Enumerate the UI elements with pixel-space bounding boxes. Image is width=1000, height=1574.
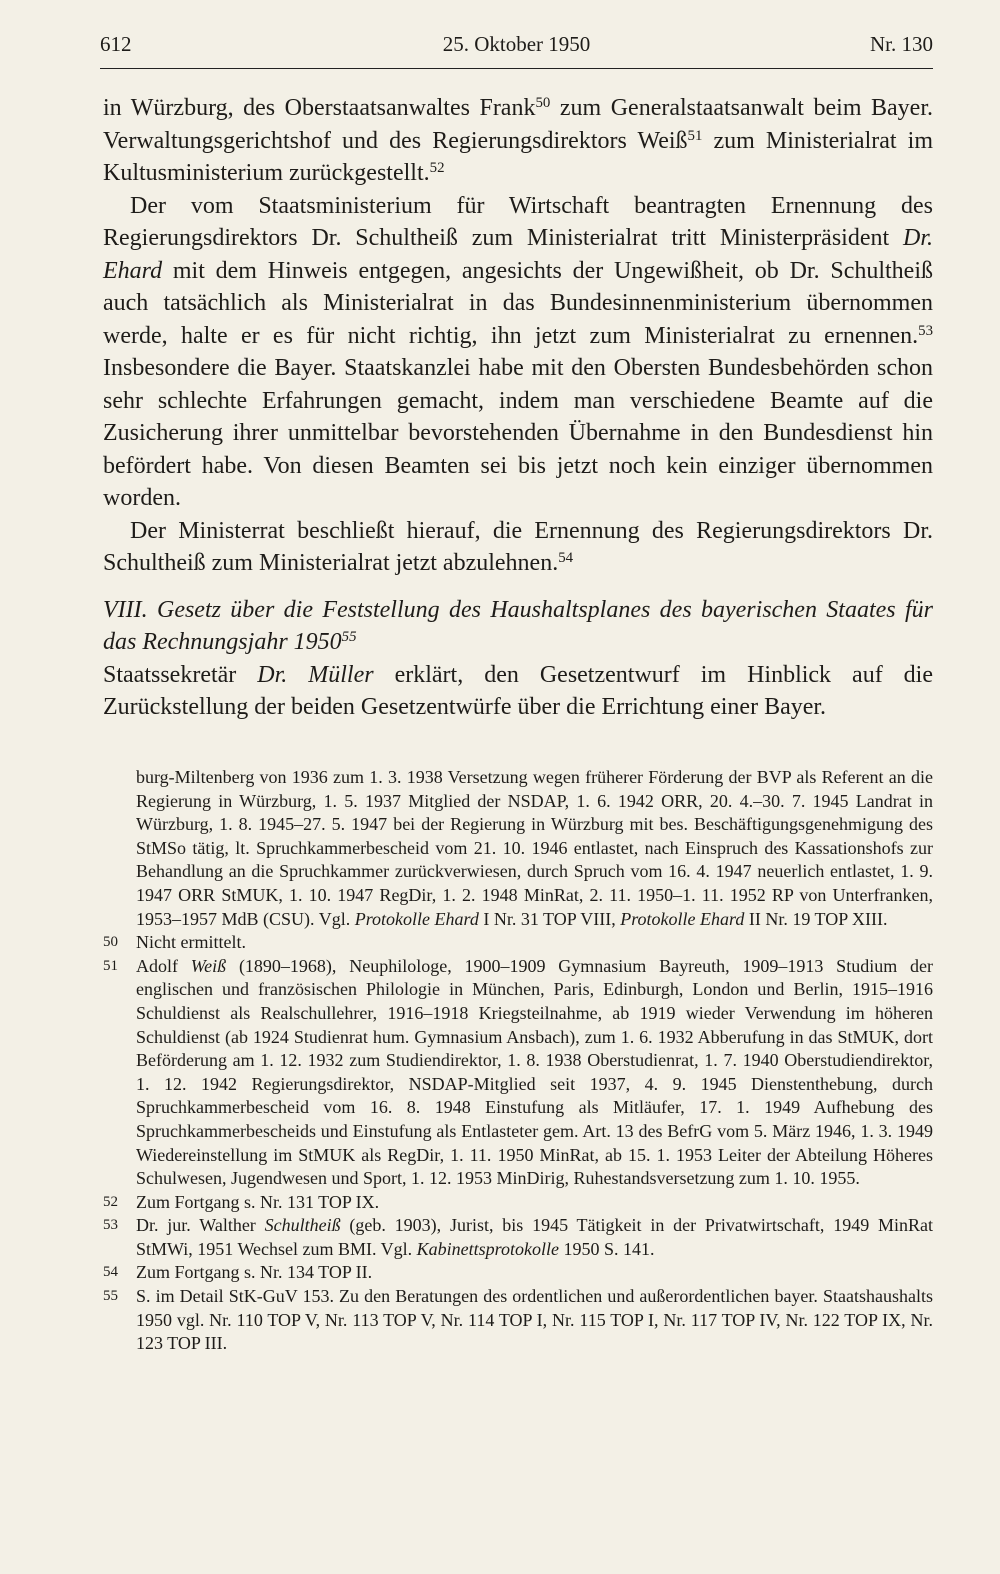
footnote-ref: 53 [918,322,933,339]
footnote-number: 55 [103,1288,118,1305]
footnote-ref: 52 [429,159,445,176]
header-rule [100,68,933,69]
paragraph: Der Ministerrat beschließt hierauf, die Ernennung des Regierungsdirektors Dr. Schultheiß zum Ministerialrat jetzt abzulehnen.$^{54}$ [103,517,933,576]
footnote-continuation: burg-Miltenberg von 1936 zum 1. 3. 1938 Versetzung wegen früherer Förderung der BVP als Referent an die Regierung in Würzburg, 1. 5. 1937 Mitglied der NSDAP, 1. 6. 1942 ORR, 20. 4.–30. 7. 1945 Landrat in Würzburg, 1. 8. 1945–27. 5. 1947 bei der Regierung in Würzburg mit bes. Beschäftigungsgenehmigung des StMSo tätig, lt. Spruchkammerbescheid vom 21. 10. 1946 entlastet, nach Einspruch des Kassationshofs zur Behandlung an die Spruchkammer zurückverwiesen, durch Spruch vom 16. 4. 1947 neuerlich entlastet, 1. 9. 1947 ORR StMUK, 1. 10. 1947 RegDir, 1. 2. 1948 MinRat, 2. 11. 1950–1. 11. 1952 RP von Unterfranken, 1953–1957 MdB (CSU). Vgl. Protokolle Ehard I Nr. 31 TOP VIII, Protokolle Ehard II Nr. 19 TOP XIII. [136,767,933,929]
footnote-ref: 51 [687,127,703,144]
footnote: 50 Nicht ermittelt. [103,931,933,955]
footnote: 51 Adolf Weiß (1890–1968), Neuphilologe, 1900–1909 Gymnasium Bayreuth, 1909–1913 Studium der englischen und französischen Philologie in München, Paris, Edinburgh, London und Berlin, 1915–1916 Schuldienst als Realschullehrer, 1916–1918 Kriegsteilnahme, ab 1919 wieder Verwendung im höheren Schuldienst (ab 1924 Studienrat hum. Gymnasium Ansbach), zum 1. 6. 1932 Abberufung in das StMUK, dort Beförderung am 1. 12. 1932 zum Studiendirektor, 1. 8. 1938 Oberstudienrat, 1. 7. 1940 Oberstudiendirektor, 1. 12. 1942 Regierungsdirektor, NSDAP-Mitglied seit 1937, 4. 9. 1945 Dienstenthebung, durch Spruchkammerbescheid vom 16. 8. 1948 Einstufung als Mitläufer, 17. 1. 1949 Aufhebung des Spruchkammerbescheids und Einstufung als Entlasteter gem. Art. 13 des BefrG vom 5. März 1946, 1. 3. 1949 Wiedereinstellung im StMUK als RegDir, 1. 11. 1950 MinRat, ab 15. 1. 1953 Leiter der Abteilung Höheres Schulwesen, Jugendwesen und Sport, 1. 12. 1953 MinDirig, Ruhestandsversetzung zum 1. 10. 1955. [103,955,933,1189]
header-issue-number: Nr. 130 [870,32,933,56]
footnote: 52 Zum Fortgang s. Nr. 131 TOP IX. [103,1191,933,1215]
paragraph: Staatssekretär Dr. Müller erklärt, den Gesetzentwurf im Hinblick auf die Zurückstellung der beiden Gesetzentwürfe über die Errichtung einer Bayer. [103,661,933,720]
section-heading: VIII. Gesetz über die Feststellung des Haushaltsplanes des bayerischen Staates für das Rechnungsjahr 1950$^{55}$ [103,596,933,655]
person-name: Dr. Müller [257,661,374,688]
person-name: Dr. Ehard [103,225,933,284]
footnote: 55 S. im Detail StK-GuV 153. Zu den Beratungen des ordentlichen und außerordentlichen bayer. Staatshaushalts 1950 vgl. Nr. 110 TOP V, Nr. 113 TOP V, Nr. 114 TOP I, Nr. 115 TOP I, Nr. 117 TOP IV, Nr. 122 TOP IX, Nr. 123 TOP III. [103,1286,933,1354]
footnotes [103,766,933,1356]
footnote-number: 50 [103,934,118,951]
footnote-ref: 54 [558,549,574,566]
footnote-number: 52 [103,1193,118,1210]
footnote-ref: 50 [535,94,551,111]
header-date: 25. Oktober 1950 [442,32,591,56]
page-number: 612 [100,32,132,56]
footnote-number: 53 [103,1217,118,1234]
paragraph: Der vom Staatsministerium für Wirtschaft beantragten Ernennung des Regierungsdirektors Dr. Schultheiß zum Ministerialrat tritt Ministerpräsident Dr. Ehard mit dem Hinweis entgegen, angesichts der Ungewißheit, ob Dr. Schultheiß auch tatsächlich als Ministerialrat in das Bundesinnenministerium übernommen werde, halte er es für nicht richtig, ihn jetzt zum Ministerialrat zu ernennen.$^{53}$ Insbesondere die Bayer. Staatskanzlei habe mit den Obersten Bundesbehörden schon sehr schlechte Erfahrungen gemacht, indem man verschiedene Beamte auf die Zusicherung ihrer unmittelbar bevorstehenden Übernahme in den Bundesdienst hin befördert habe. Von diesen Beamten sei bis jetzt noch kein einziger übernommen worden. [103,192,933,511]
paragraph: in Würzburg, des Oberstaatsanwaltes Frank$^{50}$ zum Generalstaatsanwalt beim Bayer. Verwaltungsgerichtshof und des Regierungsdirektors Weiß$^{51}$ zum Ministerialrat im Kultusministerium zurückgestellt.$^{52}$ [103,94,933,186]
footnote: 54 Zum Fortgang s. Nr. 134 TOP II. [103,1261,933,1285]
footnote: 53 Dr. jur. Walther Schultheiß (geb. 1903), Jurist, bis 1945 Tätigkeit in der Privatwirtschaft, 1949 MinRat StMWi, 1951 Wechsel zum BMI. Vgl. Kabinettsprotokolle 1950 S. 141. [103,1215,933,1259]
footnote-ref: 55 [341,628,357,645]
running-header [100,30,933,70]
footnote-number: 54 [103,1264,118,1281]
footnote-number: 51 [103,957,118,974]
main-text [103,92,933,724]
